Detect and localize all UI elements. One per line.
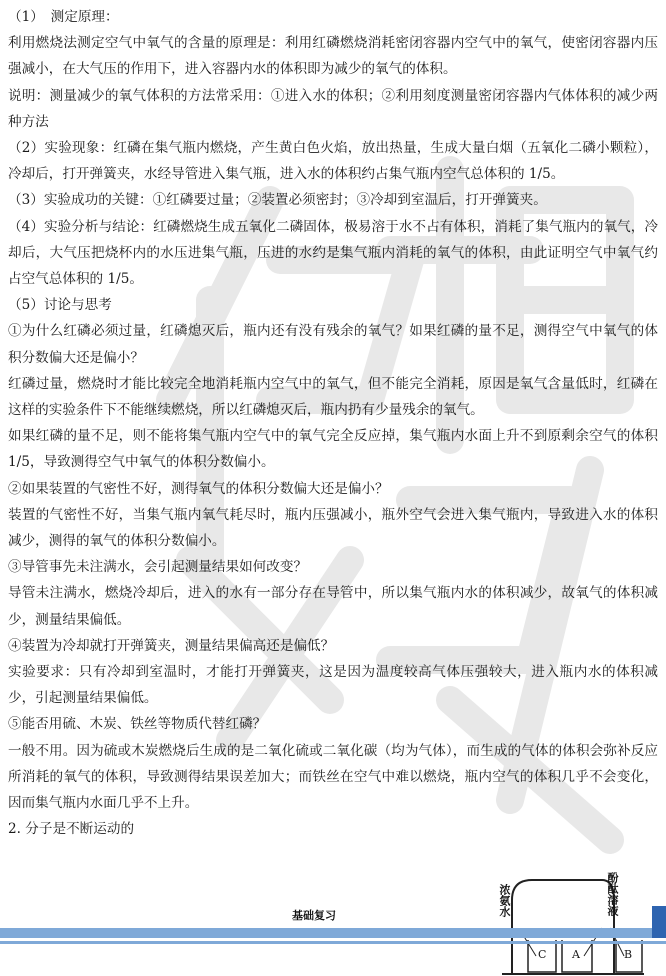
answer-5: 一般不用。因为硫或木炭燃烧后生成的是二氧化硫或二氧化碳（均为气体），而生成的气体的体积会弥补反应所消耗的氧气的体积，导致测得结果误差加大；而铁丝在空气中难以燃烧，瓶内空气的体积几乎不会变化，因而集气瓶内水面几乎不上升。 [8, 742, 658, 812]
document-body [8, 4, 658, 843]
footer-rule [0, 941, 666, 944]
footer-tab [652, 906, 666, 938]
answer-3: 导管未注满水，燃烧冷却后，进入的水有一部分存在导管中，所以集气瓶内水的体积减少，故氧气的体积减少，测量结果偏低。 [8, 585, 658, 628]
question-2: ②如果装置的气密性不好，测得氧气的体积分数偏大还是偏小？ [8, 480, 389, 497]
paragraph-phenomenon: （2）实验现象：红磷在集气瓶内燃烧，产生黄白色火焰，放出热量，生成大量白烟（五氧化二磷小颗粒），冷却后，打开弹簧夹，水经导管进入集气瓶，进入水的体积约占集气瓶内空气总体积的 1/5。 [8, 140, 658, 183]
label-ammonia: 浓氨水 [498, 884, 511, 917]
paragraph-note: 说明：测量减少的氧气体积的方法常采用：①进入水的体积；②利用刻度测量密闭容器内气体体积的减少两种方法 [8, 87, 658, 130]
heading-principle: （1） 测定原理： [8, 9, 119, 25]
answer-1b: 如果红磷的量不足，则不能将集气瓶内空气中的氧气完全反应掉，集气瓶内水面上升不到原剩余空气的体积 1/5，导致测得空气中氧气的体积分数偏小。 [8, 428, 658, 471]
answer-4: 实验要求：只有冷却到室温时，才能打开弹簧夹，这是因为温度较高气体压强较大，进入瓶内水的体积减少，引起测量结果偏低。 [8, 664, 658, 707]
beaker-c-label: C [538, 948, 547, 961]
paragraph-keys: （3）实验成功的关键：①红磷要过量；②装置必须密封；③冷却到室温后，打开弹簧夹。 [8, 192, 547, 209]
answer-2: 装置的气密性不好，当集气瓶内氧气耗尽时，瓶内压强减小，瓶外空气会进入集气瓶内，导致进入水的体积减少，测得的氧气的体积分数偏小。 [8, 506, 658, 550]
heading-discussion: （5）讨论与思考 [8, 297, 112, 314]
beaker-a-label: A [572, 948, 580, 961]
question-1: ①为什么红磷必须过量，红磷熄灭后，瓶内还有没有残余的氧气？如果红磷的量不足，测得空气中氧气的体积分数偏大还是偏小？ [8, 323, 658, 366]
heading-molecules: 2. 分子是不断运动的 [8, 821, 135, 838]
question-3: ③导管事先未注满水，会引起测量结果如何改变？ [8, 559, 308, 576]
paragraph-analysis: （4）实验分析与结论：红磷燃烧生成五氧化二磷固体，极易溶于水不占有体积，消耗了集气瓶内的氧气，冷却后，大气压把烧杯内的水压进集气瓶，压进的水约是集气瓶内消耗的氧气的体积，由此证明空气中氧气约占空气总体积的 1/5。 [8, 218, 658, 288]
apparatus-figure [498, 870, 648, 976]
question-4: ④装置为冷却就打开弹簧夹，测量结果偏高还是偏低？ [8, 637, 335, 654]
question-5: ⑤能否用硫、木炭、铁丝等物质代替红磷？ [8, 716, 267, 733]
paragraph-principle: 利用燃烧法测定空气中氧气的含量的原理是：利用红磷燃烧消耗密闭容器内空气中的氧气，使密闭容器内压强减小，在大气压的作用下，进入容器内水的体积即为减少的氧气的体积。 [8, 35, 658, 78]
answer-1a: 红磷过量，燃烧时才能比较完全地消耗瓶内空气中的氧气，但不能完全消耗，原因是氧气含量低时，红磷在这样的实验条件下不能继续燃烧，所以红磷熄灭后，瓶内扔有少量残余的氧气。 [8, 375, 658, 419]
beaker-b-label: B [624, 948, 633, 961]
footer-label: 基础复习 [292, 909, 336, 922]
footer-bar [0, 928, 666, 938]
label-phenolphthalein: 酚酞溶液 [606, 872, 619, 916]
